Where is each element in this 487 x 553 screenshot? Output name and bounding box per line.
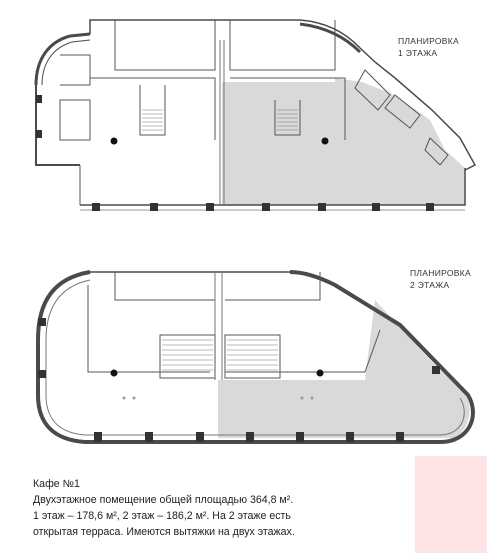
description-title: Кафе №1: [33, 478, 80, 490]
floor1-column: [111, 138, 118, 145]
description: [33, 476, 413, 540]
floor1-label: [398, 35, 459, 59]
floor1-top-wall: [90, 20, 375, 62]
color-swatch: [415, 456, 487, 553]
floor1-label-line1: ПЛАНИРОВКА: [398, 36, 459, 46]
floor2-stairs-right: [227, 340, 278, 370]
floor2-label-line1: ПЛАНИРОВКА: [410, 268, 471, 278]
floor1-left-curve-wall: [36, 34, 90, 85]
floor1-top-right-curve: [300, 24, 360, 52]
floor2-highlight-area: [218, 300, 470, 438]
floor1-label-line2: 1 ЭТАЖА: [398, 48, 438, 58]
floor2-plan: [38, 272, 473, 442]
floor2-label: [410, 267, 471, 291]
floor2-column: [111, 370, 118, 377]
floor2-stairs-left: [162, 340, 213, 370]
floor1-stairs-left: [142, 110, 163, 130]
description-line3: открытая терраса. Имеются вытяжки на двух этажах.: [33, 526, 295, 538]
floor2-label-line2: 2 ЭТАЖА: [410, 280, 450, 290]
floor1-column: [322, 138, 329, 145]
description-line2: 1 этаж – 178,6 м², 2 этаж – 186,2 м². На 2 этаже есть: [33, 510, 291, 522]
floor2-column: [317, 370, 324, 377]
description-line1: Двухэтажное помещение общей площадью 364,8 м².: [33, 494, 294, 506]
